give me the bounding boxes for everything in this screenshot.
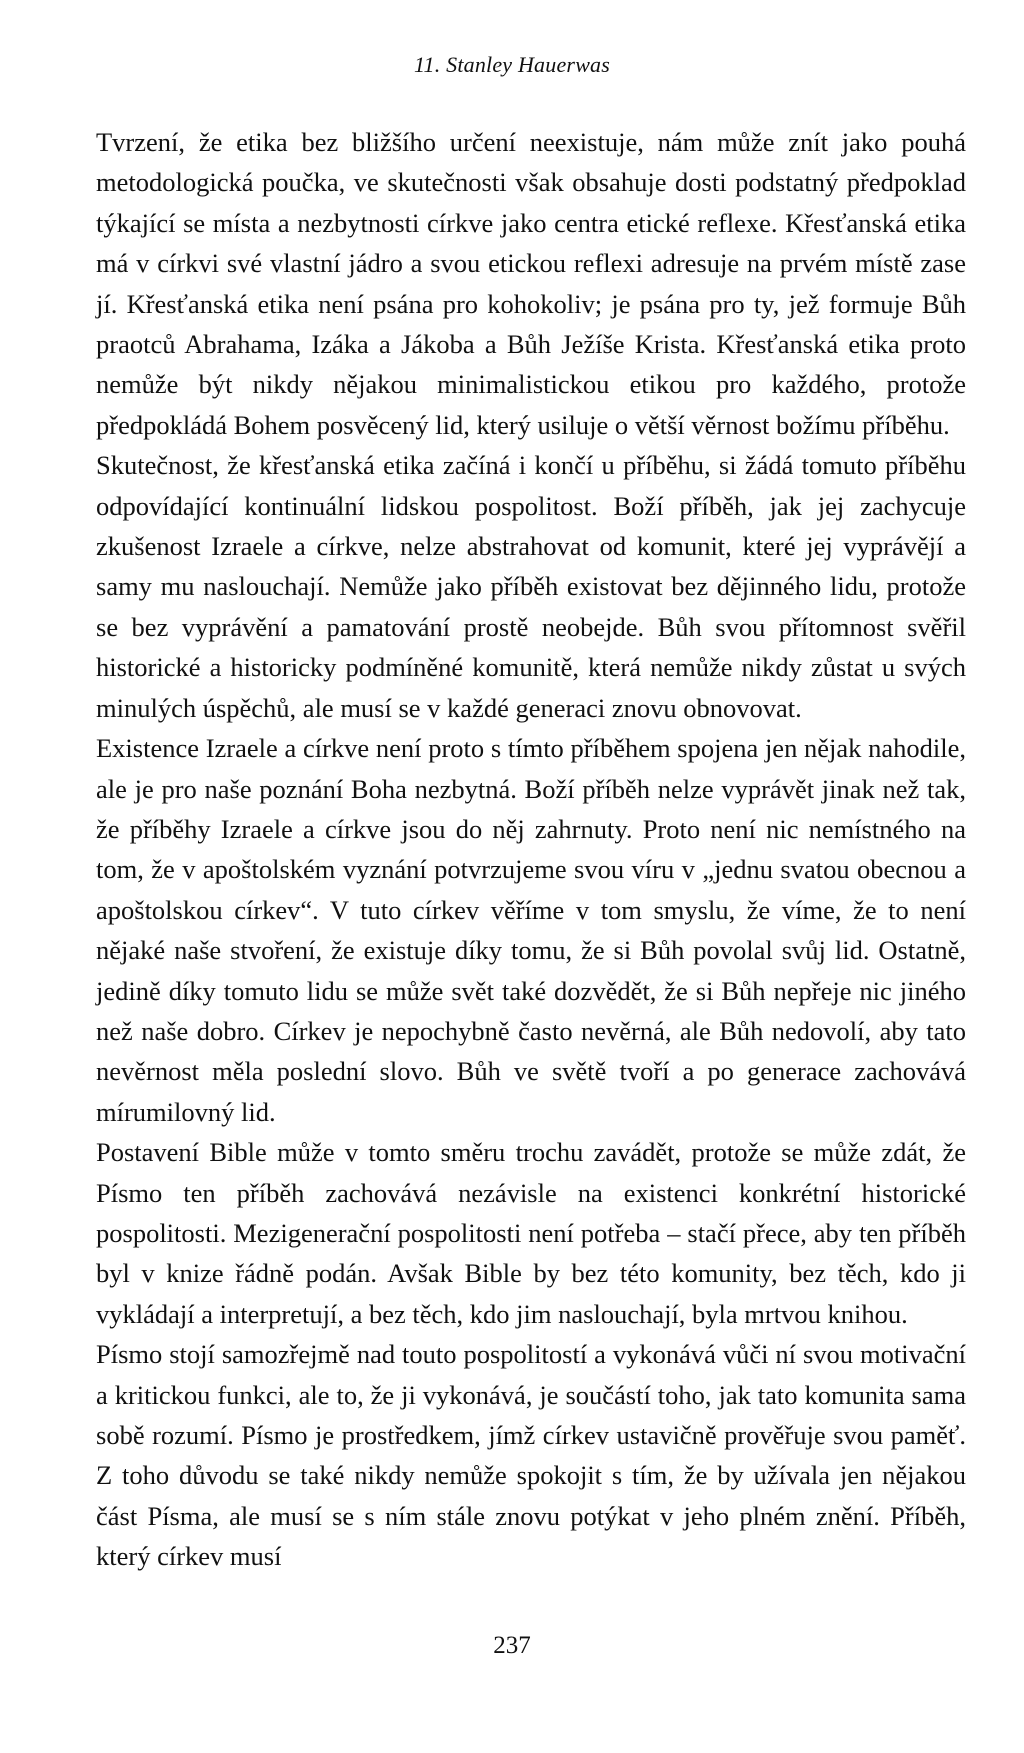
paragraph-2: Skutečnost, že křesťanská etika začíná i končí u příběhu, si žádá tomuto příběhu odpovídající kontinuální lidskou pospolitost. Boží příběh, jak jej zachycuje zkušenost Izraele a církve, nelze abstrahovat od komunit, které jej vyprávějí a samy mu naslouchají. Nemůže jako příběh existovat bez dějinného lidu, protože se bez vyprávění a pamatování prostě neobejde. Bůh svou přítomnost svěřil historické a historicky podmíněné komunitě, která nemůže nikdy zůstat u svých minulých úspěchů, ale musí se v každé generaci znovu obnovovat.: [96, 450, 966, 723]
paragraph-5: Písmo stojí samozřejmě nad touto pospolitostí a vykonává vůči ní svou motivační a kritickou funkci, ale to, že ji vykonává, je součástí toho, jak tato komunita sama sobě rozumí. Písmo je prostředkem, jímž církev ustavičně prověřuje svou paměť. Z toho důvodu se také nikdy nemůže spokojit s tím, že by užívala jen nějakou část Písma, ale musí se s ním stále znovu potýkat v jeho plném znění. Příběh, který církev musí: [96, 1339, 966, 1572]
paragraph-4: Postavení Bible může v tomto směru trochu zavádět, protože se může zdát, že Písmo ten příběh zachovává nezávisle na existenci konkrétní historické pospolitosti. Mezigenerační pospolitosti není potřeba – stačí přece, aby ten příběh byl v knize řádně podán. Avšak Bible by bez této komunity, bez těch, kdo ji vykládají a interpretují, a bez těch, kdo jim naslouchají, byla mrtvou knihou.: [96, 1137, 966, 1329]
running-head: 11. Stanley Hauerwas: [413, 52, 611, 77]
paragraph-1: Tvrzení, že etika bez bližšího určení neexistuje, nám může znít jako pouhá metodologická poučka, ve skutečnosti však obsahuje dosti podstatný předpoklad týkající se místa a nezbytnosti církve jako centra etické reflexe. Křesťanská etika má v církvi své vlastní jádro a svou etickou reflexi adresuje na prvém místě zase jí. Křesťanská etika není psána pro kohokoliv; je psána pro ty, jež formuje Bůh praotců Abrahama, Izáka a Jákoba a Bůh Ježíše Krista. Křesťanská etika proto nemůže být nikdy nějakou minimalistickou etikou pro každého, protože předpokládá Bohem posvěcený lid, který usiluje o větší věrnost božímu příběhu.: [96, 127, 966, 440]
page-number: 237: [493, 1632, 531, 1659]
body-text: [96, 122, 966, 1577]
paragraph-3: Existence Izraele a církve není proto s tímto příběhem spojena jen nějak nahodile, ale je pro naše poznání Boha nezbytná. Boží příběh nelze vyprávět jinak než tak, že příběhy Izraele a církve jsou do něj zahrnuty. Proto není nic nemístného na tom, že v apoštolském vyznání potvrzujeme svou víru v „jednu svatou obecnou a apoštolskou církev“. V tuto církev věříme v tom smyslu, že víme, že to není nějaké naše stvoření, že existuje díky tomu, že si Bůh povolal svůj lid. Ostatně, jedině díky tomuto lidu se může svět také dozvědět, že si Bůh nepřeje nic jiného než naše dobro. Církev je nepochybně často nevěrná, ale Bůh nedovolí, aby tato nevěrnost měla poslední slovo. Bůh ve světě tvoří a po generace zachovává mírumilovný lid.: [96, 733, 966, 1127]
